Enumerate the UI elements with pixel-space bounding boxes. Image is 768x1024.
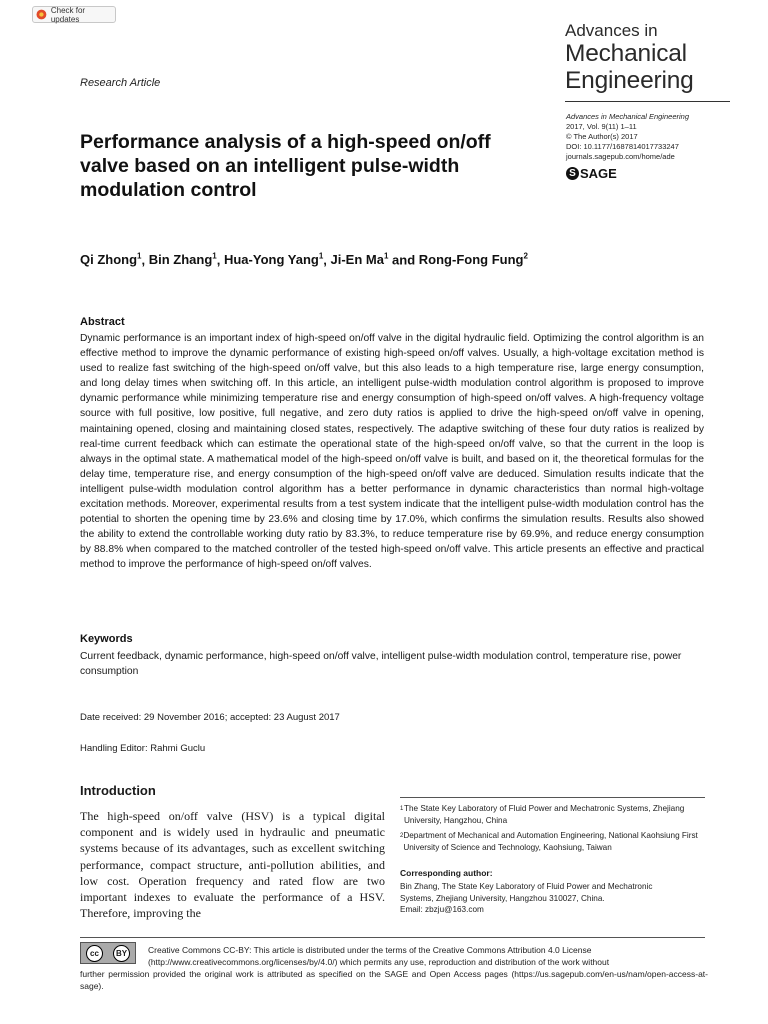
- abstract-text: Dynamic performance is an important index of high-speed on/off valve in the digital hydraulic field. Optimizing the control algorithm is an effective method to improve the dynamic performance of existing high-speed on/off valves. Usually, a high-voltage excitation method is used to realize fast switching of the high-speed on/off valve, but this also leads to a high temperature rise, large energy consumption, and long delay times when switching off. In this article, an intelligent pulse-width modulation control algorithm is proposed to improve dynamic performance while minimizing temperature rise and energy consumption of high-speed on/off valves. A high-frequency voltage source with full positive, low positive, full negative, and zero duty ratios is applied to drive the high-speed on/off valve in opening, maintaining opened, closing and maintaining closed states, respectively. The adaptive switching of these four duty ratios is realized by real-time current feedback which can estimate the operational state of the high-speed on/off valve, so that the current in the loop is always in the optimal state. A mathematical model of the high-speed on/off valve is built, and based on it, the theoretical formulas for the delay time, temperature rise, and energy consumption of the high-speed on/off valve are deduced. Simulation results indicate that the intelligent pulse-width modulation control algorithm has a better performance in dynamic characteristics than normal high-voltage excitation methods. Moreover, experimental results from a test system indicate that the intelligent pulse-width modulation control has the potential to shorten the opening time by 23.6% and closing time by 17.0%, which confirms the simulation results. Results also showed the ability to extend the controllable working duty ratio by 83.3%, to reduce temperature rise by 69.9%, and reduce energy consumption by 88.8% when compared to the matched controller of the tested high-speed on/off valve. This article presents an effective and practical method to improve the performance of high-speed on/off valves.: [80, 333, 704, 571]
- introduction-heading: Introduction: [80, 783, 156, 798]
- article-type: Research Article: [80, 77, 161, 89]
- corresponding-line: Bin Zhang, The State Key Laboratory of Fluid Power and Mechatronic: [400, 882, 653, 891]
- citation-volume: 2017, Vol. 9(11) 1–11: [566, 122, 637, 131]
- affiliation-item: 1 The State Key Laboratory of Fluid Power and Mechatronic Systems, Zhejiang University, Hangzhou, China: [400, 804, 685, 825]
- keywords-heading: Keywords: [80, 633, 133, 645]
- received-accepted-dates: Date received: 29 November 2016; accepted: 23 August 2017: [80, 712, 340, 723]
- license-divider: [80, 937, 705, 938]
- citation-journal-name: Advances in Mechanical Engineering: [566, 112, 689, 121]
- author[interactable]: Hua-Yong Yang$^1$: [223, 252, 324, 268]
- journal-title: [565, 22, 765, 93]
- check-for-updates-button[interactable]: [32, 6, 116, 23]
- affiliations: [400, 803, 710, 857]
- cc-by-badge[interactable]: [80, 942, 136, 964]
- journal-name-line1: Advances in: [565, 21, 658, 40]
- corresponding-line: Systems, Zhejiang University, Hangzhou 310027, China.: [400, 893, 605, 903]
- corresponding-email[interactable]: Email: zbzju@163.com: [400, 905, 484, 914]
- journal-name-line2: Mechanical: [565, 40, 687, 67]
- author[interactable]: Bin Zhang$^1$: [148, 252, 217, 268]
- affiliation-item: 2 Department of Mechanical and Automation Engineering, National Kaohsiung First University of Science and Technology, Kaohsiung, Taiwan: [400, 831, 698, 852]
- license-text-continued: further permission provided the original work is attributed as specified on the SAGE and Open Access pages (https://us.sagepub.com/en-us/nam/open-access-at-sage).: [80, 969, 708, 991]
- handling-editor: Handling Editor: Rahmi Guclu: [80, 743, 206, 754]
- license-text: Creative Commons CC-BY: This article is distributed under the terms of the Creative Commons Attribution 4.0 License (http://www.creativecommons.org/licenses/by/4.0/) which permits any use, reproduction and distribution of the work without: [148, 945, 610, 967]
- affiliations-divider: [400, 797, 705, 798]
- journal-name-line3: Engineering: [565, 66, 694, 94]
- check-for-updates-label: Check for updates: [50, 5, 86, 24]
- corresponding-author-details: [400, 881, 710, 916]
- journal-citation: [566, 112, 756, 162]
- sage-logo-icon: S: [566, 167, 579, 180]
- author-list: Qi Zhong$^1$, Bin Zhang$^1$, Hua-Yong Yang$^1$, Ji-En Ma$^1$ and Rong-Fong Fung$^2$: [80, 252, 528, 268]
- citation-doi[interactable]: DOI: 10.1177/1687814017733247: [566, 142, 679, 151]
- update-icon: [36, 9, 47, 20]
- corresponding-author-heading: Corresponding author:: [400, 868, 493, 878]
- article-title: Performance analysis of a high-speed on/off valve based on an intelligent pulse-width modulation control: [80, 131, 491, 201]
- author[interactable]: Rong-Fong Fung$^2$: [418, 252, 528, 268]
- sage-logo: [566, 165, 617, 181]
- citation-copyright: © The Author(s) 2017: [566, 132, 638, 141]
- citation-url[interactable]: journals.sagepub.com/home/ade: [566, 152, 675, 161]
- sage-logo-text: SAGE: [580, 165, 617, 181]
- attribution-icon: BY: [113, 945, 130, 962]
- keywords-text: Current feedback, dynamic performance, high-speed on/off valve, intelligent pulse-width modulation control, temperature rise, power consumption: [80, 651, 682, 677]
- introduction-text: The high-speed on/off valve (HSV) is a typical digital component and is widely used in hydraulic and pneumatic systems because of its advantages, such as excellent switching performance, compact structure, anti-pollution abilities, and low cost. Operation frequency and rated flow are two important indexes to evaluate the performance of a HSV. Therefore, improving the: [80, 809, 385, 921]
- journal-divider: [565, 101, 730, 102]
- abstract-heading: Abstract: [80, 316, 125, 328]
- author[interactable]: Ji-En Ma$^1$: [330, 252, 389, 268]
- creative-commons-icon: cc: [86, 945, 103, 962]
- author[interactable]: Qi Zhong$^1$: [80, 252, 142, 268]
